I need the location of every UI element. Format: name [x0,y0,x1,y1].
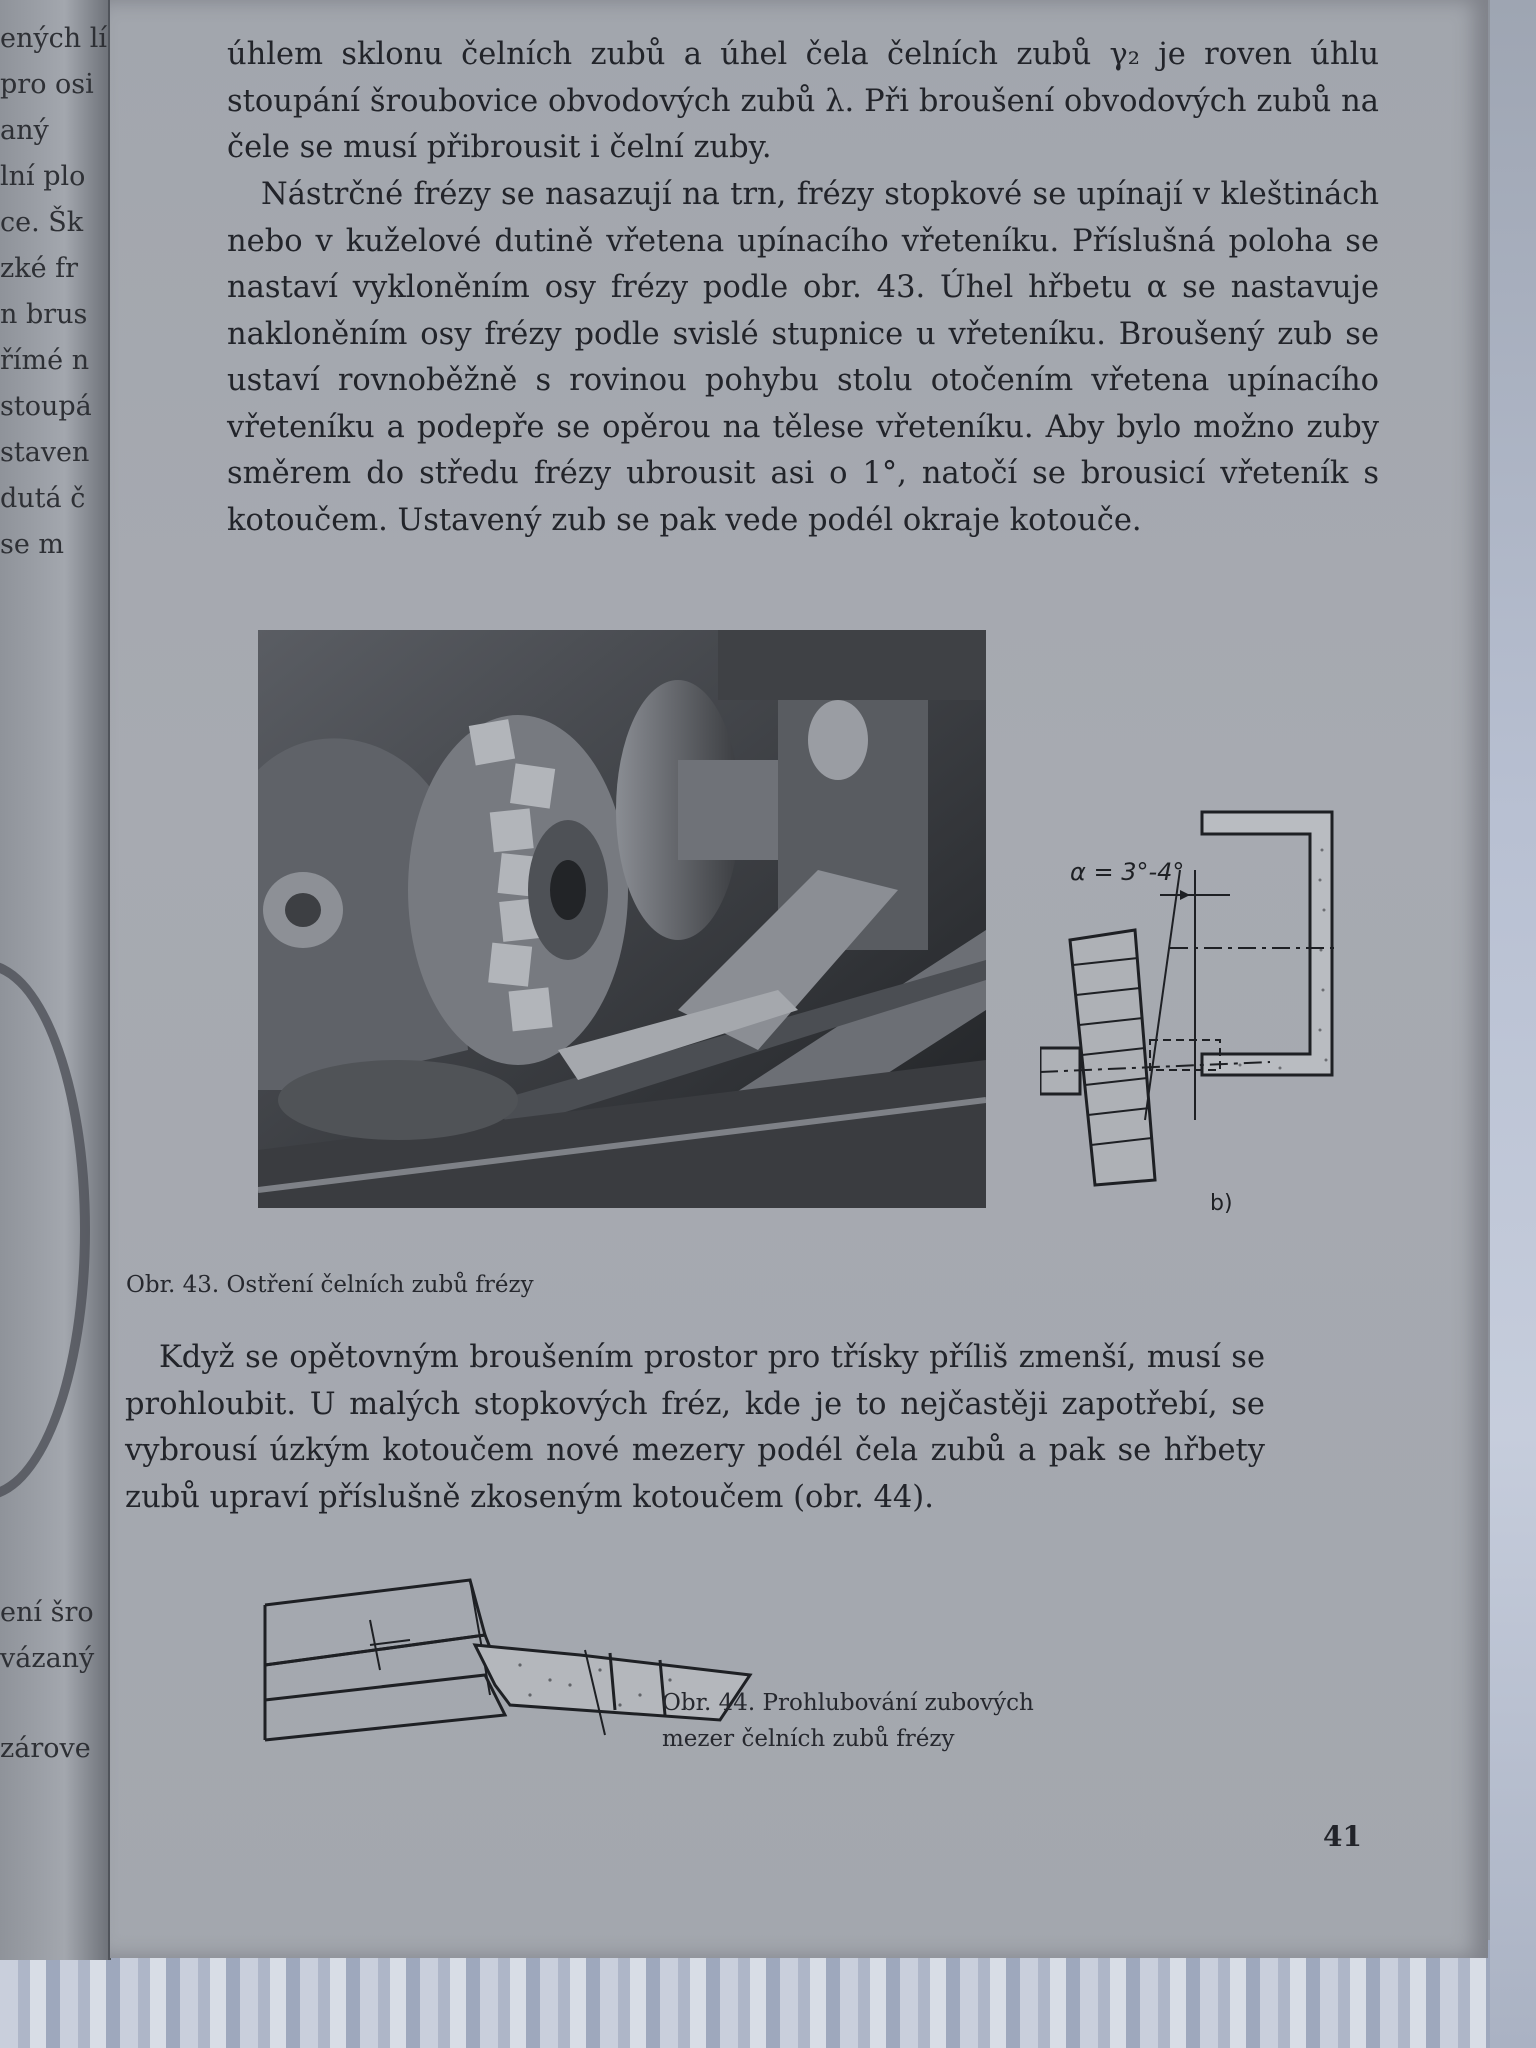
figure44-caption-line2: mezer čelních zubů frézy [662,1726,955,1752]
angle-label: α = 3°-4° [1070,858,1185,886]
paragraph-1: úhlem sklonu čelních zubů a úhel čela čelních zubů γ₂ je roven úhlu stoupání šroubovice obvodových zubů λ. Při broušení obvodových zubů na čele se musí přibrousit i čelní zuby. [227,37,1379,165]
figure43-photo [258,630,986,1208]
book-page [110,0,1488,1958]
figure43-caption: Obr. 43. Ostření čelních zubů frézy [126,1272,534,1298]
left-fragment: lní plo [0,161,86,192]
left-fragment: se m [0,529,65,560]
left-facing-page [0,0,111,1960]
left-fragment: stoupá [0,391,92,422]
left-fragment: ce. Šk [0,207,84,238]
left-fragment: římé n [0,345,90,376]
left-page-illustration [0,960,90,1500]
subfigure-label: b) [1210,1191,1233,1216]
paragraph-2: Nástrčné frézy se nasazují na trn, frézy stopkové se upínají v kleštinách nebo v kuželové dutině vřetena upínacího vřeteníku. Příslušná poloha se nastaví vykloněním osy frézy podle obr. 43. Úhel hřbetu α se nastavuje nakloněním osy frézy podle svislé stupnice u vřeteníku. Broušený zub se ustaví rovnoběžně s rovinou pohybu stolu otočením vřetena upínacího vřeteníku a podepře se opěrou na tělese vřeteníku. Aby bylo možno zuby směrem do středu frézy ubrousit asi o 1°, natočí se brousicí vřeteník s kotoučem. Ustavený zub se pak vede podél okraje kotouče. [227,177,1379,538]
left-fragment: zárove [0,1733,91,1764]
left-fragment: ení šro [0,1597,94,1628]
left-fragment: staven [0,437,90,468]
page-number: 41 [1323,1820,1362,1853]
left-fragment: vázaný [0,1643,95,1674]
left-fragment: ených lí [0,23,107,54]
left-fragment: aný [0,115,49,146]
figure43-diagram [1040,790,1360,1220]
left-fragment: dutá č [0,483,86,514]
left-fragment: pro osi [0,69,94,100]
grinding-machine-photo [258,630,986,1208]
background-cloth-right [1490,0,1536,2048]
left-fragment: zké fr [0,253,79,284]
left-fragment: n brus [0,299,88,330]
figure44-caption-line1: Obr. 44. Prohlubování zubových [662,1690,1034,1716]
paragraph-3: Když se opětovným broušením prostor pro třísky příliš zmenší, musí se prohloubit. U malých stopkových fréz, kde je to nejčastěji zapotřebí, se vybrousí úzkým kotoučem nové mezery podél čela zubů a pak se hřbety zubů upraví příslušně zkoseným kotoučem (obr. 44). [125,1340,1265,1515]
